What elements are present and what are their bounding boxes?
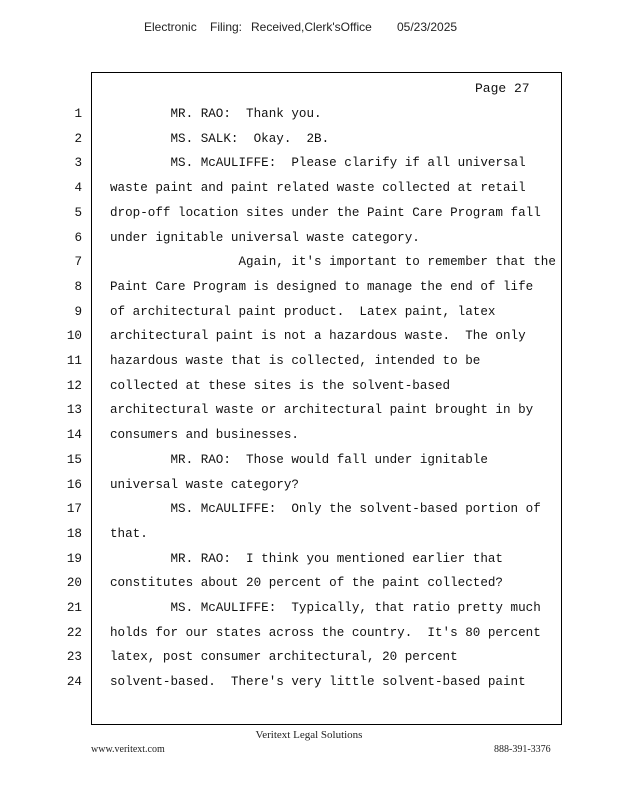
header-filing: Filing: bbox=[210, 20, 243, 34]
line-number: 11 bbox=[66, 354, 82, 368]
line-text: that. bbox=[110, 526, 148, 541]
line-text: MR. RAO: Thank you. bbox=[110, 107, 322, 121]
transcript-line bbox=[0, 329, 618, 354]
transcript-line bbox=[0, 626, 618, 651]
footer-website: www.veritext.com bbox=[91, 744, 165, 755]
footer-company: Veritext Legal Solutions bbox=[255, 729, 363, 741]
header-received: Received,Clerk'sOffice bbox=[251, 20, 372, 34]
line-text: Again, it's important to remember that the bbox=[110, 255, 556, 270]
line-text: MS. SALK: Okay. 2B. bbox=[110, 131, 330, 146]
line-number: 14 bbox=[66, 428, 82, 443]
transcript-line bbox=[0, 428, 618, 453]
transcript-line bbox=[0, 379, 618, 404]
line-number: 15 bbox=[66, 452, 82, 467]
transcript-line bbox=[0, 181, 618, 206]
transcript-line bbox=[0, 453, 618, 478]
transcript-line bbox=[0, 132, 618, 157]
transcript-line bbox=[0, 280, 618, 305]
header-electronic: Electronic bbox=[144, 20, 197, 34]
line-number: 22 bbox=[66, 625, 82, 640]
line-text: MR. RAO: Those would fall under ignitable bbox=[110, 452, 488, 467]
header-date: 05/23/2025 bbox=[397, 20, 458, 34]
line-text: holds for our states across the country. It's 80 percent bbox=[110, 625, 541, 640]
transcript-line bbox=[0, 107, 618, 132]
line-text: of architectural paint product. Latex paint, latex bbox=[110, 304, 496, 319]
transcript-line bbox=[0, 255, 618, 280]
line-number: 18 bbox=[66, 526, 82, 541]
transcript-line bbox=[0, 576, 618, 601]
line-number: 16 bbox=[66, 477, 82, 492]
line-number: 17 bbox=[66, 502, 82, 517]
line-number: 19 bbox=[66, 551, 82, 566]
transcript-line bbox=[0, 206, 618, 231]
line-text: under ignitable universal waste category. bbox=[110, 230, 420, 245]
transcript-line bbox=[0, 478, 618, 503]
line-text: consumers and businesses. bbox=[110, 428, 299, 443]
line-text: latex, post consumer architectural, 20 percent bbox=[110, 650, 458, 665]
line-text: architectural waste or architectural paint brought in by bbox=[110, 403, 534, 418]
transcript-line bbox=[0, 403, 618, 428]
line-text: MS. McAULIFFE: Typically, that ratio pretty much bbox=[110, 601, 541, 615]
line-number: 2 bbox=[74, 131, 82, 146]
line-number: 8 bbox=[74, 279, 82, 294]
line-number: 24 bbox=[66, 675, 82, 690]
transcript-line bbox=[0, 675, 618, 700]
line-text: Paint Care Program is designed to manage the end of life bbox=[110, 279, 534, 294]
line-number: 4 bbox=[74, 181, 82, 196]
transcript-line bbox=[0, 601, 618, 626]
footer-phone: 888-391-3376 bbox=[494, 744, 551, 755]
line-text: drop-off location sites under the Paint Care Program fall bbox=[110, 205, 541, 220]
transcript-line bbox=[0, 231, 618, 256]
line-number: 3 bbox=[74, 156, 82, 171]
transcript-line bbox=[0, 552, 618, 577]
line-number: 13 bbox=[66, 403, 82, 418]
transcript-line bbox=[0, 502, 618, 527]
line-text: constitutes about 20 percent of the paint collected? bbox=[110, 576, 503, 591]
line-number: 9 bbox=[74, 304, 82, 319]
transcript-line bbox=[0, 305, 618, 330]
line-number: 7 bbox=[74, 255, 82, 270]
line-text: hazardous waste that is collected, intended to be bbox=[110, 354, 481, 368]
transcript-line bbox=[0, 354, 618, 379]
line-number: 12 bbox=[66, 378, 82, 393]
line-text: MR. RAO: I think you mentioned earlier that bbox=[110, 551, 503, 566]
line-text: universal waste category? bbox=[110, 477, 299, 492]
line-text: MS. McAULIFFE: Only the solvent-based portion of bbox=[110, 502, 541, 517]
transcript-line bbox=[0, 527, 618, 552]
line-number: 5 bbox=[74, 205, 82, 220]
line-number: 20 bbox=[66, 576, 82, 591]
line-number: 23 bbox=[66, 650, 82, 665]
line-number: 6 bbox=[74, 230, 82, 245]
line-text: MS. McAULIFFE: Please clarify if all universal bbox=[110, 156, 526, 171]
line-text: waste paint and paint related waste collected at retail bbox=[110, 181, 526, 196]
page-number: Page 27 bbox=[475, 81, 530, 96]
line-text: collected at these sites is the solvent-based bbox=[110, 378, 451, 393]
line-text: solvent-based. There's very little solvent-based paint bbox=[110, 675, 526, 690]
line-number: 1 bbox=[74, 107, 82, 121]
transcript-line bbox=[0, 650, 618, 675]
line-number: 21 bbox=[66, 601, 82, 615]
transcript-line bbox=[0, 156, 618, 181]
line-number: 10 bbox=[66, 329, 82, 344]
line-text: architectural paint is not a hazardous waste. The only bbox=[110, 329, 526, 344]
